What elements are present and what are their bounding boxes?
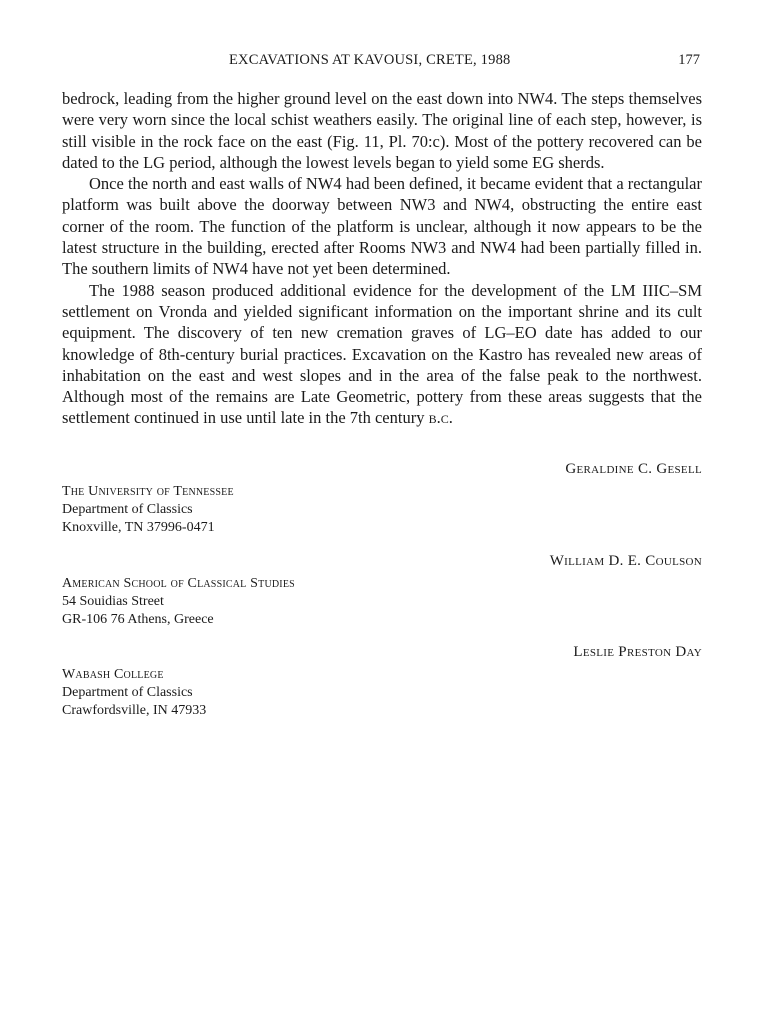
institution-name: Wabash College (62, 667, 164, 682)
address-line: Department of Classics (62, 685, 193, 700)
article-body (62, 88, 702, 429)
address-line: GR-106 76 Athens, Greece (62, 612, 214, 627)
paragraph-3-text: The 1988 season produced additional evidence for the development of the LM IIIC–SM settlement on Vronda and yielded significant information on the important shrine and its cult equipment. The discovery of ten new cremation graves of LG–EO date has added to our knowledge of 8th-century burial practices. Excavation on the Kastro has revealed new areas of inhabitation on the east and west slopes and in the area of the false peak to the northwest. Although most of the remains are Late Geometric, pottery from these areas suggests that the settlement continued in use until late in the 7th century (62, 280, 702, 428)
institution-name: American School of Classical Studies (62, 576, 295, 591)
author-affiliation (62, 575, 295, 629)
address-line: Crawfordsville, IN 47933 (62, 703, 207, 718)
author-name: Geraldine C. Gesell (565, 461, 702, 477)
author-name: William D. E. Coulson (549, 553, 702, 569)
page-number: 177 (678, 52, 700, 68)
paragraph-2: Once the north and east walls of NW4 had been defined, it became evident that a rectangular platform was built above the doorway between NW3 and NW4, obstructing the entire east corner of the room. The function of the platform is unclear, although it now appears to be the latest structure in the building, erected after Rooms NW3 and NW4 had been partially filled in. The southern limits of NW4 have not yet been determined. (62, 174, 702, 279)
running-head: EXCAVATIONS AT KAVOUSI, CRETE, 1988 (229, 52, 511, 68)
paragraph-1: bedrock, leading from the higher ground level on the east down into NW4. The steps themselves were very worn since the local schist weathers easily. The original line of each step, however, is still visible in the rock face on the east (Fig. 11, Pl. 70:c). Most of the pottery recovered can be dated to the LG period, although the lowest levels began to yield some EG sherds. (62, 89, 702, 172)
author-name: Leslie Preston Day (573, 644, 702, 660)
author-affiliation (62, 666, 206, 720)
era-abbreviation: b.c. (428, 408, 453, 428)
institution-name: The University of Tennessee (62, 484, 234, 499)
address-line: Knoxville, TN 37996-0471 (62, 520, 215, 535)
paragraph-3 (62, 280, 702, 429)
address-line: 54 Souidias Street (62, 594, 164, 609)
author-affiliation (62, 483, 234, 537)
address-line: Department of Classics (62, 502, 193, 517)
